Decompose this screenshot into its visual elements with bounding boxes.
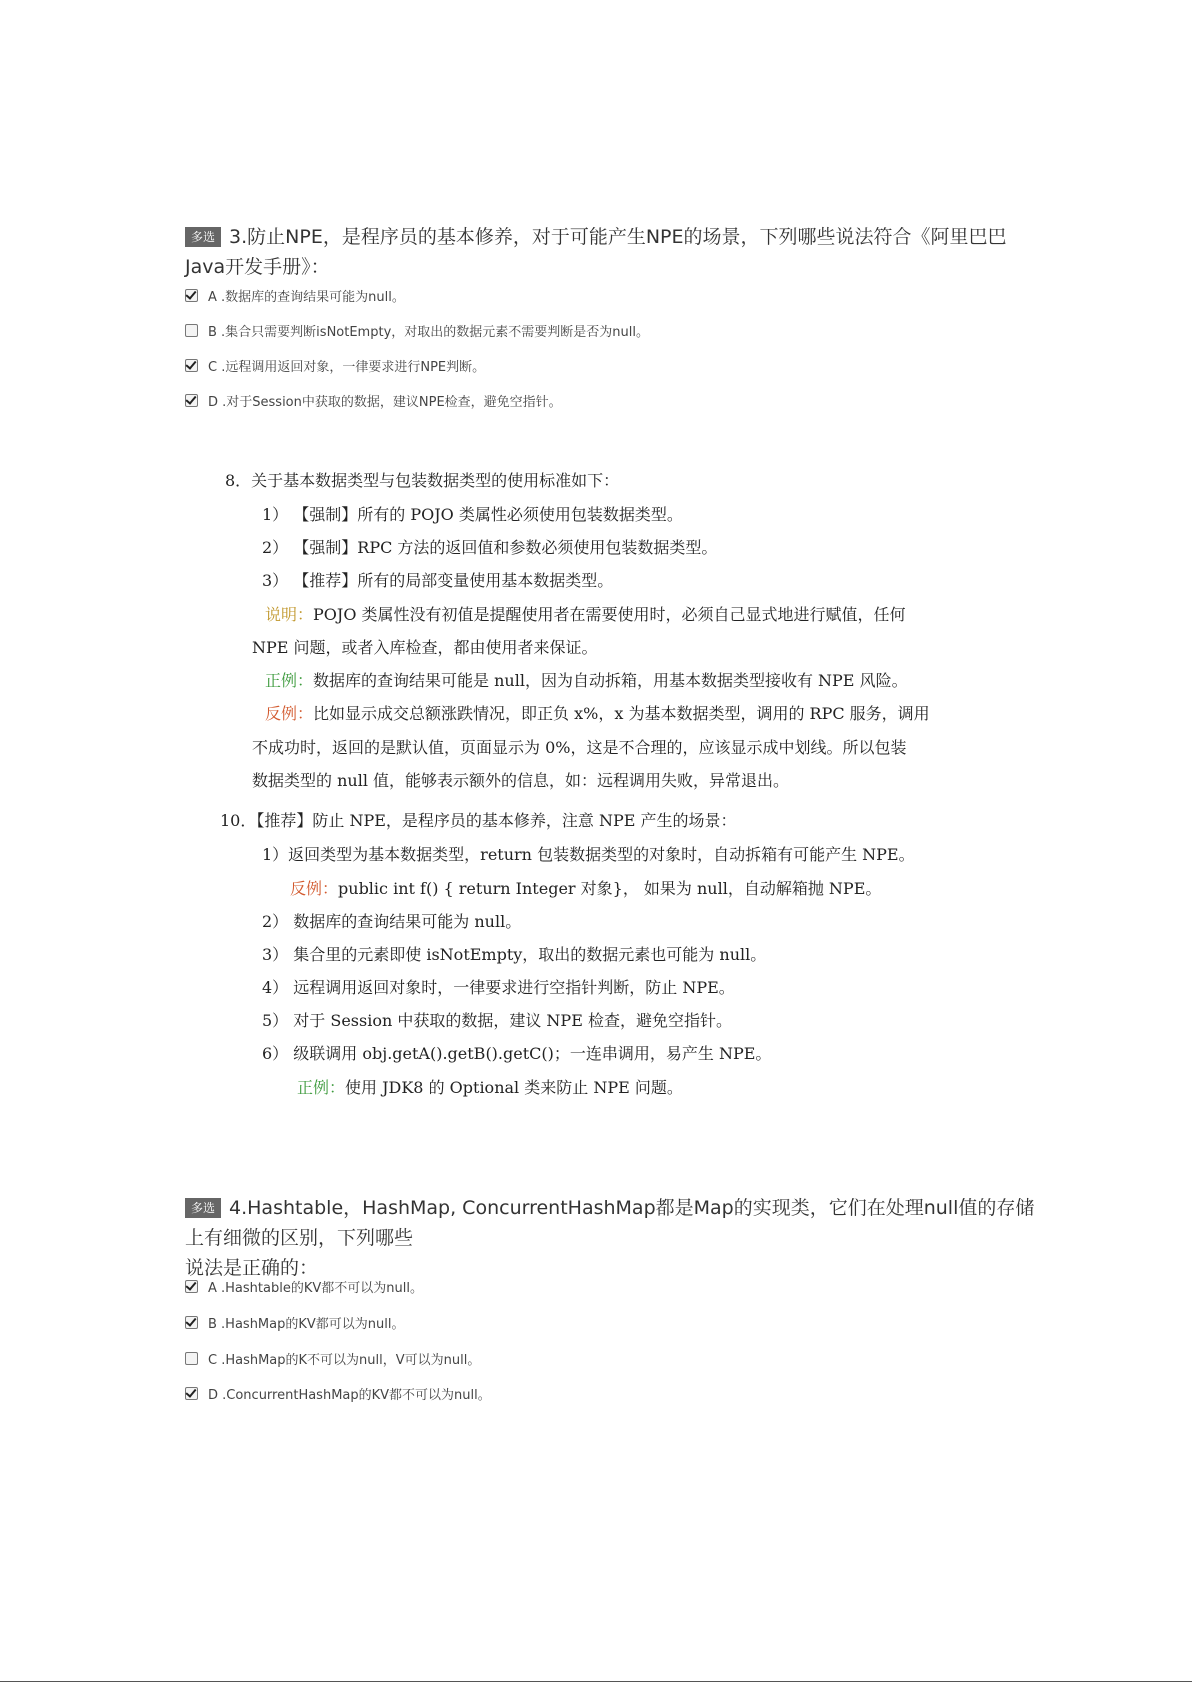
positive-text: 使用 JDK8 的 Optional 类来防止 NPE 问题。 [345,1078,683,1097]
rule-10-item: 1）返回类型为基本数据类型，return 包装数据类型的对象时，自动拆箱有可能产生 NPE。 [262,845,915,864]
option-text: D .ConcurrentHashMap的KV都不可以为null。 [208,1388,491,1403]
positive-label: 正例： [297,1078,346,1097]
option-text: D .对于Session中获取的数据，建议NPE检查，避免空指针。 [208,395,562,410]
negative-text: public int f() { return Integer 对象}， 如果为 null，自动解箱抛 NPE。 [338,879,882,898]
checkbox-checked-icon[interactable] [185,1280,198,1293]
checkbox-checked-icon[interactable] [185,394,198,407]
rule-8-item: 2） 【强制】RPC 方法的返回值和参数必须使用包装数据类型。 [262,538,718,557]
question-text: 4.Hashtable，HashMap, ConcurrentHashMap都是Map的实现类，它们在处理null值的存储上有细微的区别，下列哪些 [185,1197,1035,1249]
question-title-cont: 说法是正确的： [185,1257,319,1279]
negative-label: 反例： [290,879,339,898]
rule-10-positive [297,1075,683,1098]
option-text: A .Hashtable的KV都不可以为null。 [208,1281,423,1296]
option-text: C .HashMap的K不可以为null，V可以为null。 [208,1353,481,1368]
note-label: 说明： [265,605,314,624]
negative-text: 比如显示成交总额涨跌情况，即正负 x%，x 为基本数据类型，调用的 RPC 服务，调用 [313,704,930,723]
rule-8-negative-cont: 数据类型的 null 值，能够表示额外的信息，如：远程调用失败，异常退出。 [252,771,790,790]
rule-10-item: 4） 远程调用返回对象时，一律要求进行空指针判断，防止 NPE。 [262,978,735,997]
option-b[interactable] [185,1315,405,1335]
option-d[interactable] [185,1386,491,1406]
option-b[interactable] [185,323,649,343]
option-a[interactable] [185,288,405,308]
rule-8-item: 3） 【推荐】所有的局部变量使用基本数据类型。 [262,571,614,590]
option-a[interactable] [185,1279,423,1299]
option-c[interactable] [185,358,485,378]
checkbox-checked-icon[interactable] [185,1316,198,1329]
multi-select-tag: 多选 [185,1198,221,1218]
question-text: 3.防止NPE，是程序员的基本修养，对于可能产生NPE的场景，下列哪些说法符合《阿里巴巴Java开发手册》： [185,226,1007,278]
rule-10-item: 2） 数据库的查询结果可能为 null。 [262,912,522,931]
rule-10-item: 6） 级联调用 obj.getA().getB().getC()；一连串调用，易产生 NPE。 [262,1044,772,1063]
positive-label: 正例： [265,671,314,690]
question-title [185,1193,1045,1253]
positive-text: 数据库的查询结果可能是 null，因为自动拆箱，用基本数据类型接收有 NPE 风险。 [313,671,908,690]
rule-8-negative [265,701,930,724]
rule-10-item: 5） 对于 Session 中获取的数据，建议 NPE 检查，避免空指针。 [262,1011,732,1030]
rule-8-heading: 8．关于基本数据类型与包装数据类型的使用标准如下： [225,471,620,490]
option-c[interactable] [185,1351,480,1371]
option-text: B .集合只需要判断isNotEmpty，对取出的数据元素不需要判断是否为null。 [208,325,649,340]
option-text: C .远程调用返回对象，一律要求进行NPE判断。 [208,360,486,375]
option-d[interactable] [185,393,562,413]
question-4 [185,1193,1045,1413]
rule-8-positive [265,668,908,691]
checkbox-checked-icon[interactable] [185,289,198,302]
rule-8-negative-cont: 不成功时，返回的是默认值，页面显示为 0%，这是不合理的，应该显示成中划线。所以包装 [252,738,907,757]
question-title [185,222,1045,282]
question-3 [185,222,1045,422]
rule-8-note-cont: NPE 问题，或者入库检查，都由使用者来保证。 [252,638,598,657]
rule-10-item: 3） 集合里的元素即使 isNotEmpty，取出的数据元素也可能为 null。 [262,945,767,964]
rule-8-note [265,602,906,625]
multi-select-tag: 多选 [185,227,221,247]
checkbox-checked-icon[interactable] [185,1387,198,1400]
option-text: A .数据库的查询结果可能为null。 [208,290,405,305]
rule-10-heading: 10．【推荐】防止 NPE，是程序员的基本修养，注意 NPE 产生的场景： [220,811,737,830]
note-text: POJO 类属性没有初值是提醒使用者在需要使用时，必须自己显式地进行赋值，任何 [313,605,906,624]
checkbox-unchecked-icon[interactable] [185,324,198,337]
rule-10-negative [290,876,881,899]
checkbox-unchecked-icon[interactable] [185,1352,198,1365]
page-bottom-rule [0,1681,1192,1682]
negative-label: 反例： [265,704,314,723]
rule-8-item: 1） 【强制】所有的 POJO 类属性必须使用包装数据类型。 [262,505,683,524]
checkbox-checked-icon[interactable] [185,359,198,372]
option-text: B .HashMap的KV都可以为null。 [208,1317,405,1332]
